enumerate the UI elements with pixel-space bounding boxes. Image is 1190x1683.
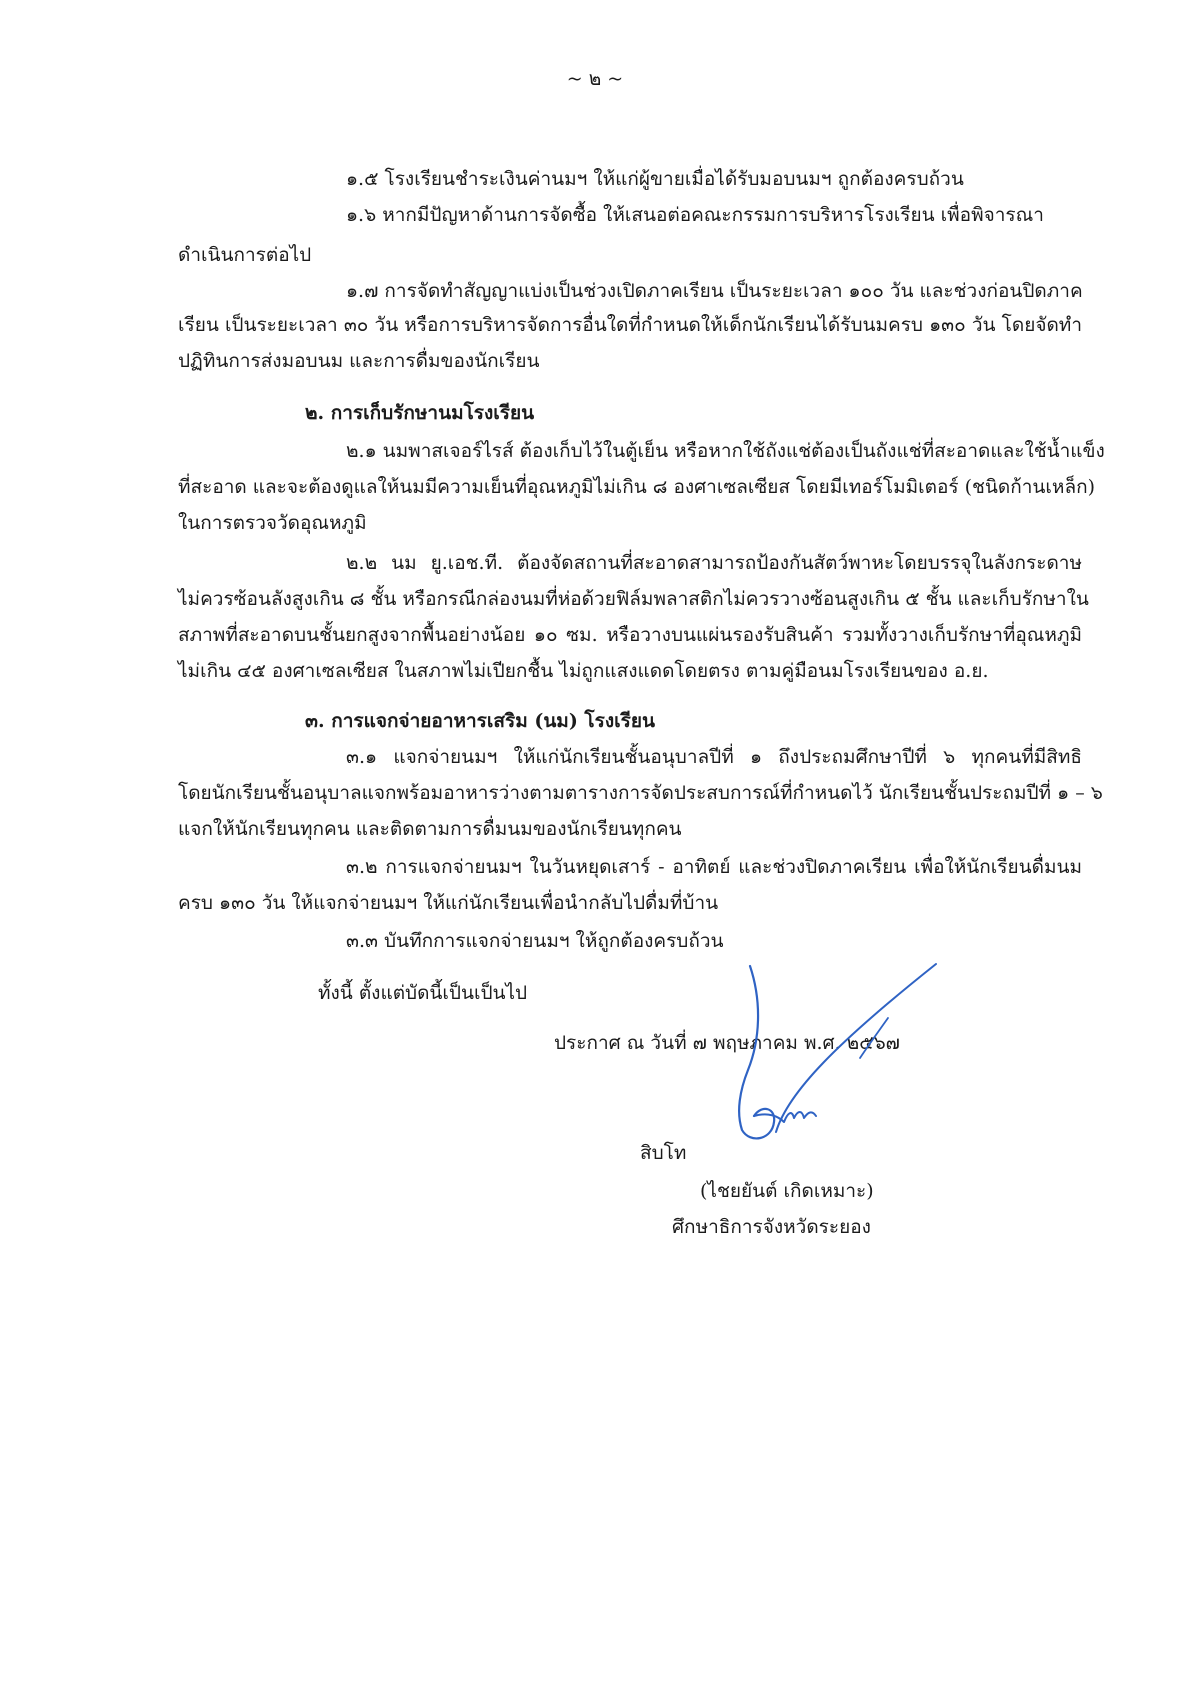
signature-strokes [739,964,936,1138]
item-2-2-line-2: ไม่ควรซ้อนลังสูงเกิน ๘ ชั้น หรือกรณีกล่องนมที่ห่อด้วยฟิล์มพลาสติกไม่ควรวางซ้อนสูงเกิน ๕ ชั้น และเก็บรักษาใน [178,588,1089,610]
item-1-7-line-2: เรียน เป็นระยะเวลา ๓๐ วัน หรือการบริหารจัดการอื่นใดที่กำหนดให้เด็กนักเรียนได้รับนมครบ ๑๓๐ วัน โดยจัดทำ [178,314,1082,336]
item-1-7-line-3: ปฏิทินการส่งมอบนม และการดื่มของนักเรียน [178,350,540,372]
handwritten-signature [728,962,950,1152]
signer-position: ศึกษาธิการจังหวัดระยอง [672,1216,871,1238]
item-2-1-line-1: ๒.๑ นมพาสเจอร์ไรส์ ต้องเก็บไว้ในตู้เย็น หรือหากใช้ถังแช่ต้องเป็นถังแช่ที่สะอาดและใช้น้ำแข็ง [346,440,1105,462]
section-2-heading: ๒. การเก็บรักษานมโรงเรียน [305,402,535,424]
item-2-2-line-1: ๒.๒ นม ยู.เอช.ที. ต้องจัดสถานที่สะอาดสามารถป้องกันสัตว์พาหะโดยบรรจุในลังกระดาษ [346,552,1082,574]
item-1-5: ๑.๕ โรงเรียนชำระเงินค่านมฯ ให้แก่ผู้ขายเมื่อได้รับมอบนมฯ ถูกต้องครบถ้วน [346,168,964,190]
item-1-6-line-2: ดำเนินการต่อไป [178,244,312,266]
item-2-2-line-4: ไม่เกิน ๔๕ องศาเซลเซียส ในสภาพไม่เปียกชื้น ไม่ถูกแสงแดดโดยตรง ตามคู่มือนมโรงเรียนของ อ.ย. [178,660,989,682]
item-3-2-line-1: ๓.๒ การแจกจ่ายนมฯ ในวันหยุดเสาร์ - อาทิตย์ และช่วงปิดภาคเรียน เพื่อให้นักเรียนดื่มนม [346,856,1082,878]
item-2-2-line-3: สภาพที่สะอาดบนชั้นยกสูงจากพื้นอย่างน้อย ๑๐ ซม. หรือวางบนแผ่นรองรับสินค้า รวมทั้งวางเก็บรักษาที่อุณหภูมิ [178,624,1082,646]
item-1-7-line-1: ๑.๗ การจัดทำสัญญาแบ่งเป็นช่วงเปิดภาคเรียน เป็นระยะเวลา ๑๐๐ วัน และช่วงก่อนปิดภาค [346,280,1083,302]
signer-rank: สิบโท [640,1142,687,1164]
signer-name: (ไชยยันต์ เกิดเหมาะ) [700,1180,874,1202]
item-3-3: ๓.๓ บันทึกการแจกจ่ายนมฯ ให้ถูกต้องครบถ้วน [346,930,724,952]
item-2-1-line-3: ในการตรวจวัดอุณหภูมิ [178,512,367,534]
item-3-1-line-2: โดยนักเรียนชั้นอนุบาลแจกพร้อมอาหารว่างตามตารางการจัดประสบการณ์ที่กำหนดไว้ นักเรียนชั้นประถมปีที่ ๑ – ๖ [178,782,1103,804]
announcement-date: ประกาศ ณ วันที่ ๗ พฤษภาคม พ.ศ. ๒๕๖๗ [554,1032,900,1054]
item-3-2-line-2: ครบ ๑๓๐ วัน ให้แจกจ่ายนมฯ ให้แก่นักเรียนเพื่อนำกลับไปดื่มที่บ้าน [178,892,719,914]
item-2-1-line-2: ที่สะอาด และจะต้องดูแลให้นมมีความเย็นที่อุณหภูมิไม่เกิน ๘ องศาเซลเซียส โดยมีเทอร์โมมิเตอร์ (ชนิดก้านเหล็ก) [178,476,1096,498]
closing-statement: ทั้งนี้ ตั้งแต่บัดนี้เป็นเป็นไป [318,982,528,1004]
page-number: ~ ๒ ~ [566,68,624,90]
section-3-heading: ๓. การแจกจ่ายอาหารเสริม (นม) โรงเรียน [305,710,655,732]
item-3-1-line-3: แจกให้นักเรียนทุกคน และติดตามการดื่มนมของนักเรียนทุกคน [178,818,682,840]
item-1-6-line-1: ๑.๖ หากมีปัญหาด้านการจัดซื้อ ให้เสนอต่อคณะกรรมการบริหารโรงเรียน เพื่อพิจารณา [346,204,1044,226]
item-3-1-line-1: ๓.๑ แจกจ่ายนมฯ ให้แก่นักเรียนชั้นอนุบาลปีที่ ๑ ถึงประถมศึกษาปีที่ ๖ ทุกคนที่มีสิทธิ [346,746,1082,768]
